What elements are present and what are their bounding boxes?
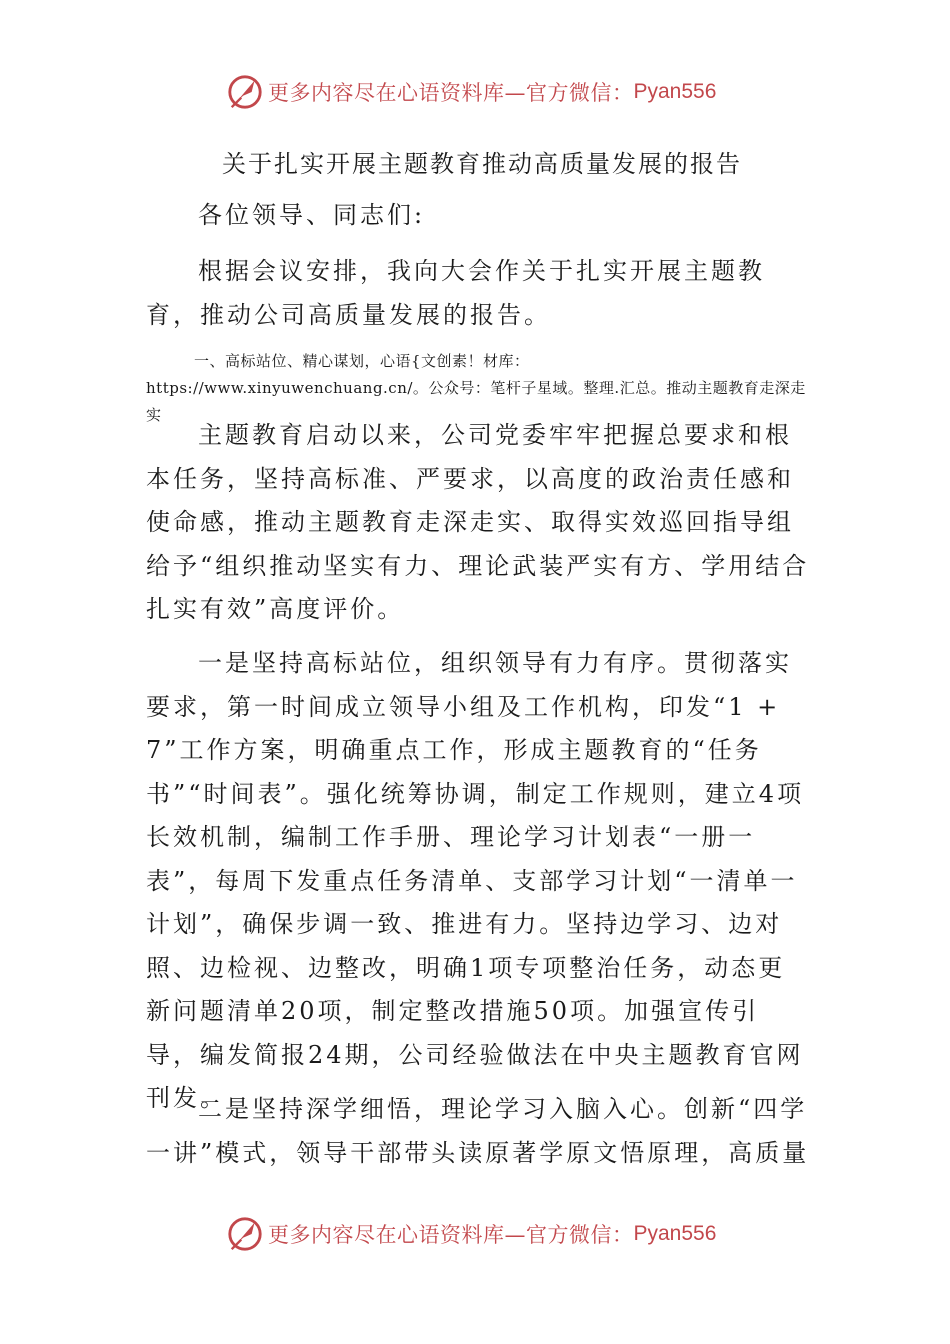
watermark-text: 更多内容尽在心语资料库—官方微信：	[268, 81, 634, 105]
section-heading-1: 一、高标站位、精心谋划，心语{文创素！材库：https://www.xinyuwenchuang.cn/。公众号：笔杆子星域。整理.汇总。推动主题教育走深走实	[146, 352, 806, 424]
paragraph-point-1: 一是坚持高标站位，组织领导有力有序。贯彻落实要求，第一时间成立领导小组及工作机构，印发“1 + 7”工作方案，明确重点工作，形成主题教育的“任务书”“时间表”。强化统筹协调，制定工作规则，建立4项长效机制，编制工作手册、理论学习计划表“一册一表”，每周下发重点任务清单、支部学习计划“一清单一计划”，确保步调一致、推进有力。坚持边学习、边对照、边检视、边整改，明确1项专项整治任务，动态更新问题清单20项，制定整改措施50项。加强宣传引导，编发简报24期，公司经验做法在中央主题教育官网刊发。	[146, 649, 805, 1112]
document-title: 关于扎实开展主题教育推动高质量发展的报告	[222, 150, 742, 178]
quill-logo-icon	[226, 1215, 264, 1253]
salutation: 各位领导、同志们:	[198, 201, 426, 229]
paragraph-point-2: 二是坚持深学细悟，理论学习入脑入心。创新“四学一讲”模式，领导干部带头读原著学原文悟原理，高质量	[146, 1095, 810, 1167]
watermark-banner-bottom	[226, 1212, 746, 1256]
watermark-account: Pyan556	[633, 1222, 717, 1245]
quill-logo-icon	[226, 73, 264, 111]
paragraph-overview: 主题教育启动以来，公司党委牢牢把握总要求和根本任务，坚持高标准、严要求，以高度的政治责任感和使命感，推动主题教育走深走实、取得实效巡回指导组给予“组织推动坚实有力、理论武装严实有方、学用结合扎实有效”高度评价。	[146, 421, 810, 623]
watermark-account: Pyan556	[633, 80, 717, 103]
paragraph-intro: 根据会议安排，我向大会作关于扎实开展主题教育，推动公司高质量发展的报告。	[146, 257, 765, 329]
watermark-banner-top	[226, 70, 746, 114]
watermark-text: 更多内容尽在心语资料库—官方微信：	[268, 1223, 634, 1247]
